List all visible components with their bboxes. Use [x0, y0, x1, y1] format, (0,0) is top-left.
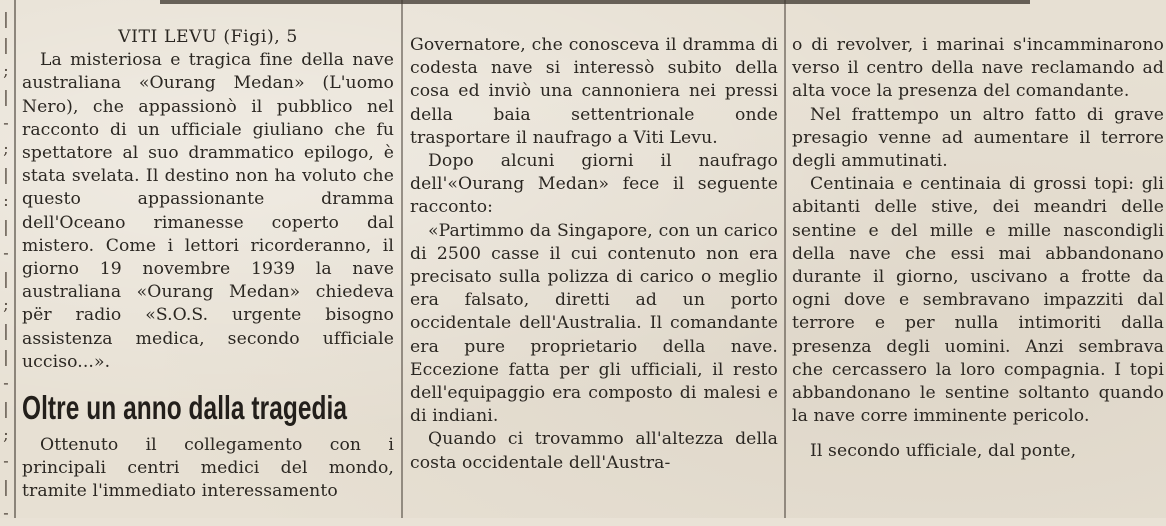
left-margin-rule — [14, 0, 16, 518]
paragraph: Governatore, che conosceva il dramma di codesta nave si interessò subito della cosa ed inviò una cannoniera nei pressi della baia settentrionale onde trasportare il naufrago a Viti Levu. — [410, 35, 778, 148]
paragraph: Centinaia e centinaia di grossi topi: gli abitanti delle stive, dei meandri delle sentine e del mille e mille nascondigli della nave che essi mai abbandonano durante il giorno, uscivano a frotte da ogni dove e sembravano impazziti dal terrore e per nulla intimoriti dalla presenza degli uomini. Anzi sembrava che cercassero la loro compagnia. I topi abbandonano le sentine soltanto quando la nave corre imminente pericolo. — [792, 174, 1164, 427]
margin-mark: | — [3, 321, 9, 340]
margin-mark: | — [3, 35, 9, 54]
margin-mark: | — [3, 217, 9, 236]
margin-mark: - — [3, 451, 9, 470]
article-column-1 — [22, 26, 394, 504]
margin-mark: - — [3, 373, 9, 392]
margin-mark: - — [3, 503, 9, 522]
margin-mark: | — [3, 269, 9, 288]
margin-mark: | — [3, 399, 9, 418]
column-separator — [401, 0, 403, 518]
paragraph: Dopo alcuni giorni il naufrago dell'«Ourang Medan» fece il seguente racconto: — [410, 151, 778, 218]
section-headline: Oltre un anno dalla tragedia — [22, 389, 348, 427]
margin-mark: ; — [3, 139, 9, 158]
paragraph: Il secondo ufficiale, dal ponte, — [810, 441, 1077, 462]
margin-mark: ; — [3, 425, 9, 444]
margin-mark: | — [3, 9, 9, 28]
margin-mark: ; — [3, 61, 9, 80]
margin-mark: | — [3, 477, 9, 496]
margin-mark: : — [3, 191, 9, 210]
article-column-2 — [410, 34, 778, 475]
margin-mark: | — [3, 347, 9, 366]
paragraph: Nel frattempo un altro fatto di grave presagio venne ad aumentare il terrore degli ammutinati. — [792, 104, 1164, 172]
dateline: VITI LEVU (Figi), 5 — [118, 27, 298, 47]
paragraph: La misteriosa e tragica fine della nave australiana «Ourang Medan» (L'uomo Nero), che appassionò il pubblico nel racconto di un ufficiale giuliano che fu spettatore al suo drammatico epilogo, è stata svelata. Il destino non ha voluto che questo appassionante dramma dell'Oceano rimanesse coperto dal mistero. Come i lettori ricorderanno, il giorno 19 novembre 1939 la nave australiana «Ourang Medan» chiedeva për radio «S.O.S. urgente bisogno assistenza medica, secondo ufficiale ucciso...». — [22, 50, 394, 372]
article-column-3 — [792, 34, 1164, 464]
paragraph: Quando ci trovammo all'altezza della costa occidentale dell'Austra- — [410, 429, 778, 473]
paragraph: «Partimmo da Singapore, con un carico di 2500 casse il cui contenuto non era precisato sulla polizza di carico o meglio era falsato, diretti ad un porto occidentale dell'Australia. Il comandante era pure proprietario della nave. Eccezione fatta per gli ufficiali, il resto dell'equipaggio era composto di malesi e di indiani. — [410, 220, 778, 427]
top-rule — [160, 0, 1030, 4]
paragraph: o di revolver, i marinai s'incamminarono verso il centro della nave reclamando ad alta voce la presenza del comandante. — [792, 35, 1164, 102]
margin-mark: | — [3, 87, 9, 106]
margin-mark: | — [3, 165, 9, 184]
column-separator — [784, 0, 786, 518]
margin-mark: - — [3, 113, 9, 132]
paragraph: Ottenuto il collegamento con i principali centri medici del mondo, tramite l'immediato interessamento — [22, 435, 394, 502]
left-margin-fragments — [0, 6, 12, 522]
margin-mark: ; — [3, 295, 9, 314]
margin-mark: - — [3, 243, 9, 262]
